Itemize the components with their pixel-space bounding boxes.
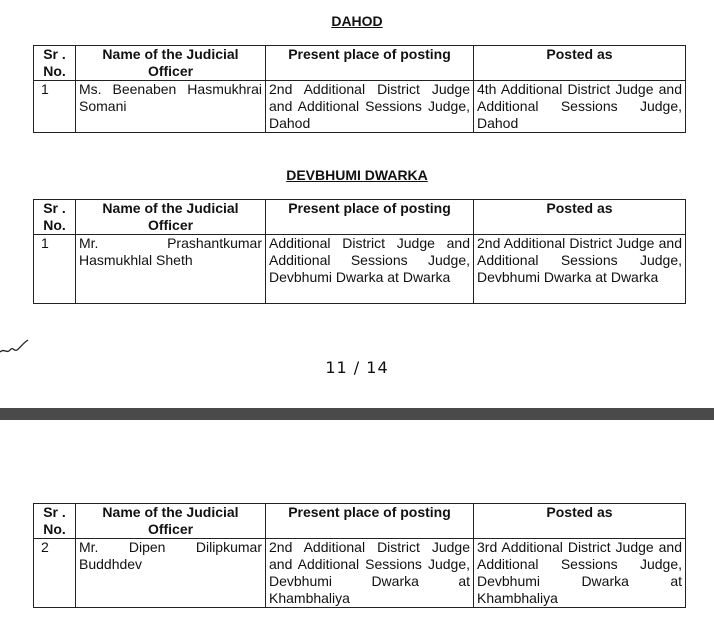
signature-mark xyxy=(0,330,40,360)
cell-sr: 1 xyxy=(34,81,76,133)
header-name: Name of the Judicial Officer xyxy=(76,200,266,235)
header-posted: Posted as xyxy=(474,504,686,539)
table-header-row xyxy=(34,200,686,235)
page-separator xyxy=(0,408,714,420)
header-present: Present place of posting xyxy=(266,46,474,81)
posting-table-devbhumi-dwarka xyxy=(33,199,686,304)
table-header-row xyxy=(34,504,686,539)
header-name: Name of the Judicial Officer xyxy=(76,46,266,81)
posting-table-continued xyxy=(33,503,686,608)
cell-posted: 3rd Additional District Judge and Additional Sessions Judge, Devbhumi Dwarka at Khambhaliya xyxy=(474,539,686,608)
cell-name: Ms. Beenaben Hasmukhrai Somani xyxy=(76,81,266,133)
cell-present: 2nd Additional District Judge and Additional Sessions Judge, Dahod xyxy=(266,81,474,133)
cell-sr: 1 xyxy=(34,235,76,304)
table-row xyxy=(34,235,686,304)
header-sr: Sr . No. xyxy=(34,46,76,81)
cell-name: Mr. Dipen Dilipkumar Buddhdev xyxy=(76,539,266,608)
table-header-row xyxy=(34,46,686,81)
header-sr: Sr . No. xyxy=(34,200,76,235)
header-sr: Sr . No. xyxy=(34,504,76,539)
header-name: Name of the Judicial Officer xyxy=(76,504,266,539)
table-row xyxy=(34,539,686,608)
cell-present: 2nd Additional District Judge and Additional Sessions Judge, Devbhumi Dwarka at Khambhaliya xyxy=(266,539,474,608)
cell-sr: 2 xyxy=(34,539,76,608)
cell-posted: 4th Additional District Judge and Additional Sessions Judge, Dahod xyxy=(474,81,686,133)
section-title-devbhumi-dwarka: DEVBHUMI DWARKA xyxy=(286,167,428,183)
cell-present: Additional District Judge and Additional Sessions Judge, Devbhumi Dwarka at Dwarka xyxy=(266,235,474,304)
header-posted: Posted as xyxy=(474,200,686,235)
cell-name: Mr. Prashantkumar Hasmukhlal Sheth xyxy=(76,235,266,304)
section-title-dahod: DAHOD xyxy=(331,13,383,29)
header-present: Present place of posting xyxy=(266,504,474,539)
cell-posted: 2nd Additional District Judge and Additional Sessions Judge, Devbhumi Dwarka at Dwarka xyxy=(474,235,686,304)
header-present: Present place of posting xyxy=(266,200,474,235)
header-posted: Posted as xyxy=(474,46,686,81)
table-row xyxy=(34,81,686,133)
page-number: 11 / 14 xyxy=(325,358,389,377)
posting-table-dahod xyxy=(33,45,686,133)
